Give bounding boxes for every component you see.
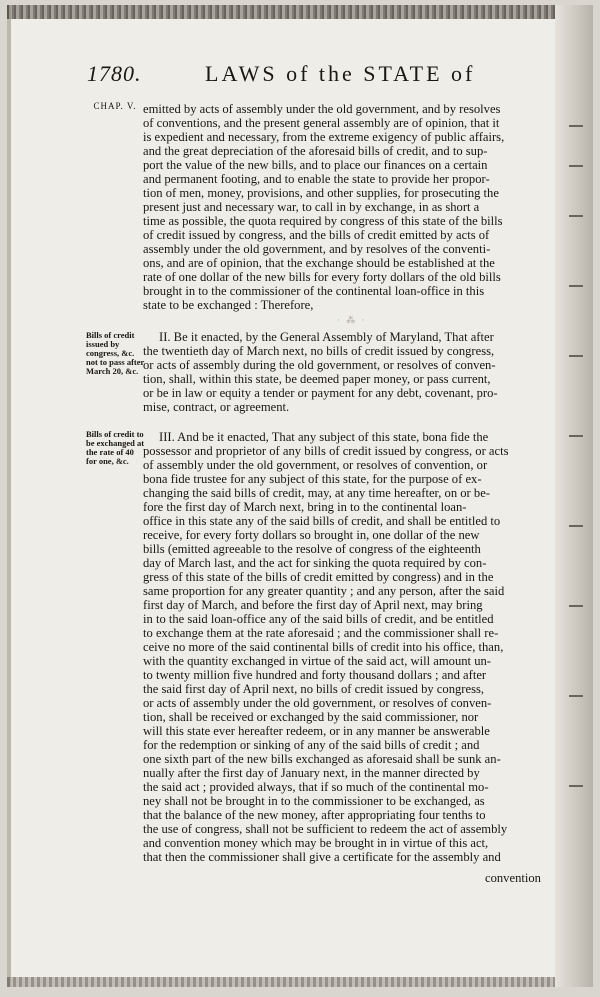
page-year: 1780.	[87, 61, 142, 86]
text-line: and convention money which may be brought in in virtue of this act,	[143, 836, 489, 850]
text-line: bills (emitted agreeable to the resolve of congress of the eighteenth	[143, 542, 481, 556]
show-through-ornament: · ⁂ ·	[337, 315, 367, 325]
text-line: or be in law or equity a tender or payment for any debt, covenant, pro-	[143, 386, 498, 400]
catchword: convention	[485, 871, 541, 885]
text-line: ons, and are of opinion, that the exchange should be established at the	[143, 256, 495, 270]
text-line: present just and necessary war, to call in by exchange, in as short a	[143, 200, 480, 214]
text-line: of assembly under the old government, or resolves of convention, or	[143, 458, 488, 472]
text-line: mise, contract, or agreement.	[143, 400, 290, 414]
text-line: receive, for every forty dollars so brought in, one dollar of the new	[143, 528, 480, 542]
text-line: rate of one dollar of the new bills for every forty dollars of the old bills	[143, 270, 501, 284]
text-line: emitted by acts of assembly under the old government, and by resolves	[143, 102, 501, 116]
text-line: port the value of the new bills, and to place our finances on a certain	[143, 158, 488, 172]
text-line: assembly under the old government, and by resolves of the conventi-	[143, 242, 491, 256]
text-line: to twenty million five hundred and forty thousand dollars ; and after	[143, 668, 487, 682]
text-line: and permanent footing, and to enable the state to provide her propor-	[143, 172, 490, 186]
page-left-edge	[7, 5, 11, 987]
text-line: the use of congress, shall not be sufficient to redeem the act of assembly	[143, 822, 508, 836]
facing-page-edge	[555, 5, 593, 987]
text-line: or acts of assembly during the old government, or resolves of conven-	[143, 358, 496, 372]
text-line: same proportion for any greater quantity ; and any person, after the said	[143, 584, 505, 598]
text-line: is expedient and necessary, from the extreme exigency of public affairs,	[143, 130, 505, 144]
text-line: II. Be it enacted, by the General Assembly of Maryland, That after	[159, 330, 494, 344]
text-line: tion of men, money, provisions, and other supplies, for prosecuting the	[143, 186, 499, 200]
text-line: or acts of assembly under the old government, or resolves of conven-	[143, 696, 492, 710]
text-line: of credit issued by congress, and the bills of credit emitted by acts of	[143, 228, 490, 242]
text-line: office in this state any of the said bills of credit, and shall be entitled to	[143, 514, 501, 528]
text-line: gress of this state of the bills of credit emitted by congress) and in the	[143, 570, 494, 584]
text-line: nually after the first day of January next, in the manner directed by	[143, 766, 480, 780]
paragraph-1	[143, 102, 549, 312]
text-line: in to the said loan-office any of the said bills of credit, and be entitled	[143, 612, 494, 626]
text-line: the said first day of April next, no bills of credit issued by congress,	[143, 682, 485, 696]
text-line: ney shall not be brought in to the commissioner to be exchanged, as	[143, 794, 485, 808]
text-line: first day of March, and before the first day of April next, may bring	[143, 598, 483, 612]
page-top-edge	[7, 5, 593, 19]
book-page	[7, 5, 593, 987]
text-line: fore the first day of March next, bring in to the continental loan-	[143, 500, 467, 514]
page-title: LAWS of the STATE of	[205, 61, 476, 86]
text-line: changing the said bills of credit, may, at any time hereafter, on or be-	[143, 486, 490, 500]
margin-note-section-2: Bills of credit issued by congress, &c. not to pass after March 20, &c.	[86, 330, 145, 376]
paragraph-2	[143, 330, 549, 414]
text-line: one sixth part of the new bills exchanged as aforesaid shall be sunk an-	[143, 752, 501, 766]
text-line: state to be exchanged : Therefore,	[143, 298, 314, 312]
text-line: possessor and proprietor of any bills of credit issued by congress, or acts	[143, 444, 509, 458]
text-line: day of March last, and the act for sinking the quota required by con-	[143, 556, 487, 570]
text-line: will this state ever hereafter redeem, or in any manner be answerable	[143, 724, 490, 738]
text-line: and the great depreciation of the aforesaid bills of credit, and to sup-	[143, 144, 488, 158]
text-line: of conventions, and the present general assembly are of opinion, that it	[143, 116, 500, 130]
paragraph-3	[143, 430, 549, 864]
text-line: tion, shall be received or exchanged by the said commissioner, nor	[143, 710, 479, 724]
text-line: time as possible, the quota required by congress of this state of the bills	[143, 214, 503, 228]
text-line: ceive no more of the said continental bills of credit into his office, than,	[143, 640, 504, 654]
text-line: brought in to the commissioner of the continental loan-office in this	[143, 284, 485, 298]
text-line: III. And be it enacted, That any subject of this state, bona fide the	[159, 430, 489, 444]
margin-note-section-3: Bills of credit to be exchanged at the rate of 40 for one, &c.	[86, 429, 145, 466]
page-bottom-edge	[7, 977, 593, 987]
text-line: that then the commissioner shall give a certificate for the assembly and	[143, 850, 501, 864]
text-line: the twentieth day of March next, no bills of credit issued by congress,	[143, 344, 495, 358]
text-line: to exchange them at the rate aforesaid ; and the commissioner shall re-	[143, 626, 499, 640]
text-line: bona fide trustee for any subject of this state, for the purpose of ex-	[143, 472, 482, 486]
chapter-marker: CHAP. V.	[93, 101, 137, 111]
text-line: tion, shall, within this state, be deemed paper money, or pass current,	[143, 372, 491, 386]
text-line: the said act ; provided always, that if so much of the continental mo-	[143, 780, 489, 794]
text-line: with the quantity exchanged in virtue of the said act, will amount un-	[143, 654, 491, 668]
text-line: that the balance of the new money, after appropriating four tenths to	[143, 808, 486, 822]
running-head	[87, 61, 557, 91]
text-line: for the redemption or sinking of any of the said bills of credit ; and	[143, 738, 480, 752]
